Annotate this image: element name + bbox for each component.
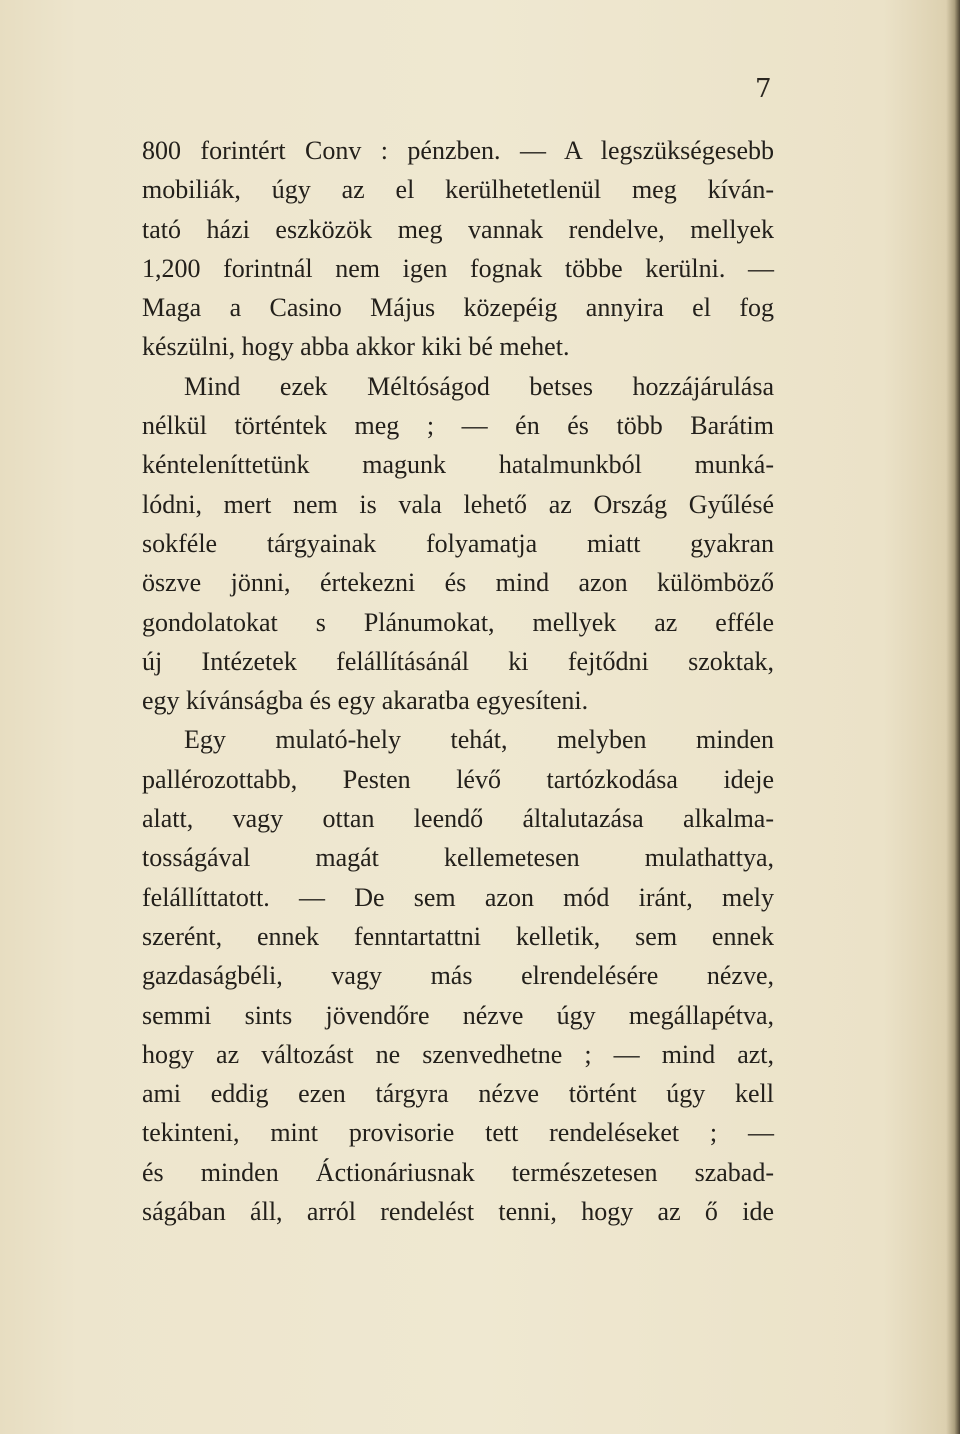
paragraph-start-line: Egy mulató-hely tehát, melyben minden xyxy=(184,725,774,755)
text-line: tató házi eszközök meg vannak rendelve, mellyek xyxy=(142,214,774,244)
text-line: öszve jönni, értekezni és mind azon külömböző xyxy=(142,568,774,598)
text-line: szerént, ennek fenntartattni kelletik, sem ennek xyxy=(142,921,774,951)
text-line: 1,200 forintnál nem igen fognak többe kerülni. — xyxy=(142,253,774,283)
text-line: kénteleníttetünk magunk hatalmunkból munká- xyxy=(142,450,774,480)
paragraph-start-line: Mind ezek Méltóságod betses hozzájárulása xyxy=(184,371,774,401)
page-number: 7 xyxy=(755,74,772,104)
text-line: ságában áll, arról rendelést tenni, hogy az ő ide xyxy=(142,1197,774,1227)
text-line: felállíttatott. — De sem azon mód iránt, mely xyxy=(142,882,774,912)
text-line: egy kívánságba és egy akaratba egyesíteni. xyxy=(142,686,589,716)
text-line: tekinteni, mint provisorie tett rendeléseket ; — xyxy=(142,1118,774,1148)
page-edge-shadow xyxy=(946,0,960,1434)
text-line: sokféle tárgyainak folyamatja miatt gyakran xyxy=(142,528,774,558)
text-line: lódni, mert nem is vala lehető az Ország Gyűlésé xyxy=(142,489,774,519)
text-line: hogy az változást ne szenvedhetne ; — mind azt, xyxy=(142,1039,774,1069)
text-line: ami eddig ezen tárgyra nézve történt úgy kell xyxy=(142,1079,774,1109)
text-line: és minden Áctionáriusnak természetesen szabad- xyxy=(142,1157,774,1187)
text-line: készülni, hogy abba akkor kiki bé mehet. xyxy=(142,332,570,362)
text-line: gondolatokat s Plánumokat, mellyek az efféle xyxy=(142,607,774,637)
text-line: tosságával magát kellemetesen mulathattya, xyxy=(142,843,774,873)
text-line: Maga a Casino Május közepéig annyira el fog xyxy=(142,293,774,323)
text-line: alatt, vagy ottan leendő általutazása alkalma- xyxy=(142,804,774,834)
text-line: semmi sints jövendőre nézve úgy megállapétva, xyxy=(142,1000,774,1030)
text-line: nélkül történtek meg ; — én és több Barátim xyxy=(142,411,774,441)
text-line: új Intézetek felállításánál ki fejtődni szoktak, xyxy=(142,646,774,676)
body-text xyxy=(142,131,774,1231)
text-line: pallérozottabb, Pesten lévő tartózkodása ideje xyxy=(142,764,774,794)
text-line: mobiliák, úgy az el kerülhetetlenül meg kíván- xyxy=(142,175,774,205)
text-line: gazdaságbéli, vagy más elrendelésére nézve, xyxy=(142,961,774,991)
text-line: 800 forintért Conv : pénzben. — A legszükségesebb xyxy=(142,136,774,165)
